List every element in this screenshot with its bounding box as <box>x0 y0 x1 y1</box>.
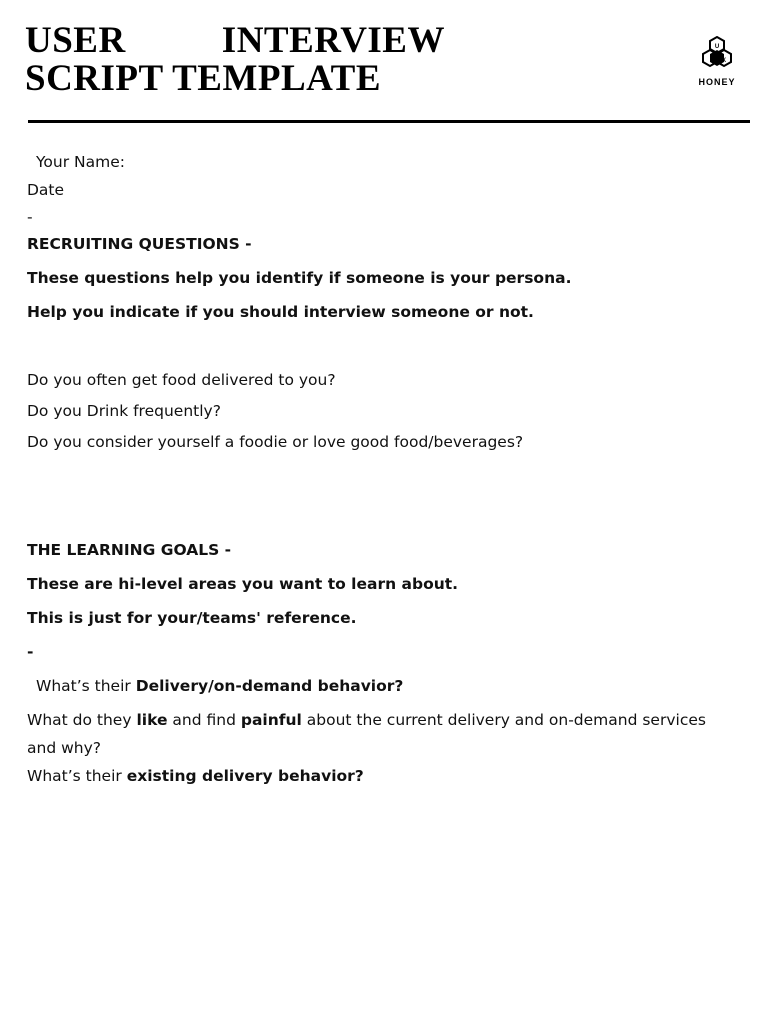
recruiting-description-2: Help you indicate if you should interview someone or not. <box>27 303 534 321</box>
date-label: Date <box>27 181 65 199</box>
goal-2-painful: painful <box>240 711 302 729</box>
header-divider <box>28 120 750 123</box>
learning-goals-heading: THE LEARNING GOALS - <box>27 541 232 559</box>
learning-goals-description-2: This is just for your/teams' reference. <box>27 609 357 627</box>
logo-text: HONEY <box>698 77 736 87</box>
logo-letter-u: U <box>714 44 720 50</box>
goal-3-prefix: What’s their <box>27 767 127 785</box>
recruiting-heading: RECRUITING QUESTIONS - <box>27 235 252 253</box>
learning-goals-dash: - <box>27 643 34 661</box>
title-word-user: USER <box>25 20 126 61</box>
recruiting-question-3: Do you consider yourself a foodie or love good food/beverages? <box>27 433 524 451</box>
learning-goals-description-1: These are hi-level areas you want to learn about. <box>27 575 459 593</box>
goal-2-like: like <box>136 711 168 729</box>
goal-2-part-3: about the current delivery and on-demand services and why? <box>27 711 706 757</box>
learning-goal-1 <box>27 672 727 700</box>
recruiting-description-1: These questions help you identify if someone is your persona. <box>27 269 572 287</box>
your-name-label: Your Name: <box>36 153 125 171</box>
title-word-interview: INTERVIEW <box>221 20 445 61</box>
learning-goal-3 <box>27 762 727 790</box>
recruiting-question-1: Do you often get food delivered to you? <box>27 371 336 389</box>
goal-3-emphasis: existing delivery behavior? <box>126 767 364 785</box>
title-line-1 <box>25 22 445 60</box>
intro-dash: - <box>27 208 33 226</box>
document-title <box>25 22 445 98</box>
recruiting-question-2: Do you Drink frequently? <box>27 402 221 420</box>
title-line-2: SCRIPT TEMPLATE <box>25 58 382 99</box>
logo-letter-x: X <box>721 58 727 64</box>
learning-goal-2 <box>27 706 727 762</box>
goal-2-part-2: and find <box>167 711 241 729</box>
honeycomb-icon <box>692 36 742 76</box>
goal-1-emphasis: Delivery/on-demand behavior? <box>135 677 404 695</box>
document-body <box>27 148 727 790</box>
goal-2-part-1: What do they <box>27 711 137 729</box>
goal-1-prefix: What’s their <box>36 677 136 695</box>
ux-honey-logo <box>692 36 742 92</box>
